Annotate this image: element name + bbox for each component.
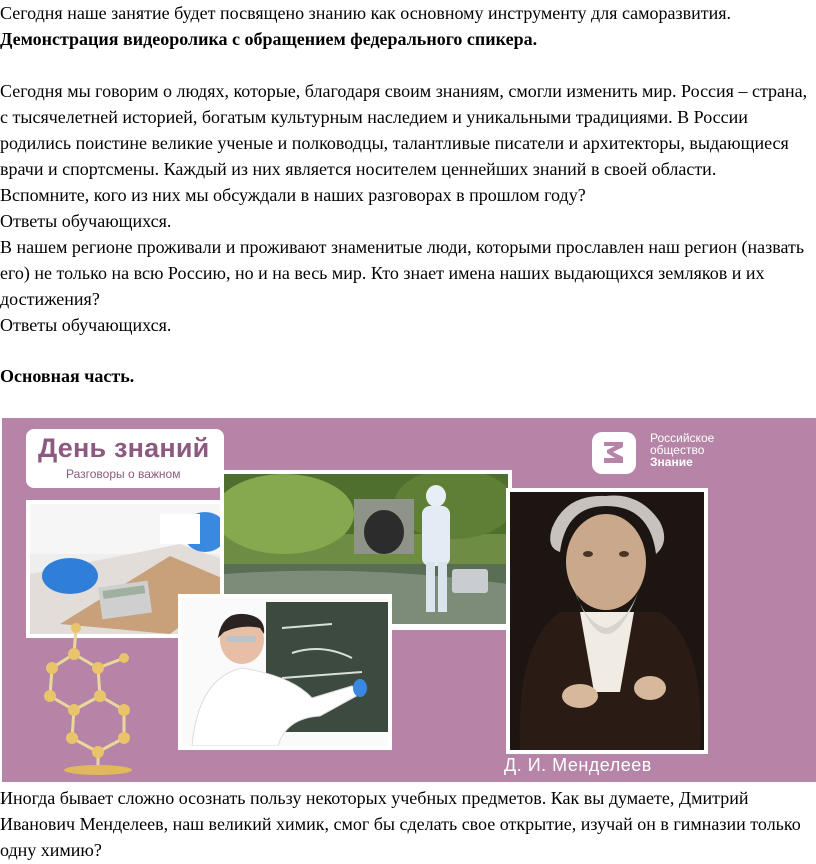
answers-line-1: Ответы обучающихся. [0, 211, 172, 231]
slide-image [2, 418, 816, 782]
answers-line-2: Ответы обучающихся. [0, 315, 172, 335]
znanie-logo-icon [590, 430, 640, 476]
molecule-model-icon [28, 618, 148, 778]
portrait-caption: Д. И. Менделеев [504, 755, 652, 775]
znanie-logo [590, 430, 740, 480]
slide-title: День знаний [38, 433, 210, 463]
photo-chalkboard-scientist [178, 594, 392, 750]
slide-subtitle: Разговоры о важном [66, 467, 181, 481]
closing-question: Иногда бывает сложно осознать пользу некоторых учебных предметов. Как вы думаете, Дмитрий Иванович Менделеев, наш великий химик, смог бы сделать свое открытие, изучай он в гимназии только одну химию? [0, 788, 801, 860]
mendeleev-portrait-illustration [510, 492, 704, 750]
region-paragraph: В нашем регионе проживали и проживают знаменитые люди, которыми прославлен наш регион (назвать его) не только на всю Россию, но и на весь мир. Кто знает имена наших выдающихся земляков и их достижения? [0, 237, 805, 309]
logo-line-2: общество [650, 443, 705, 457]
logo-line-3: Знание [650, 455, 693, 469]
main-part-heading: Основная часть. [0, 366, 135, 386]
intro-paragraph: Сегодня наше занятие будет посвящено знанию как основному инструменту для саморазвития. [0, 3, 732, 23]
photo-mendeleev-portrait [506, 488, 708, 754]
logo-text [650, 432, 714, 468]
document-body [0, 0, 816, 389]
recall-question: Вспомните, кого из них мы обсуждали в наших разговорах в прошлом году? [0, 185, 586, 205]
video-demo-heading: Демонстрация видеоролика с обращением федерального спикера. [0, 29, 538, 49]
slide-title-card [26, 429, 224, 488]
russia-paragraph: Сегодня мы говорим о людях, которые, благодаря своим знаниям, смогли изменить мир. Россия – страна, с тысячелетней историей, богатым культурным наследием и уникальными традициями. В России родились поистине великие ученые и полководцы, талантливые писатели и архитекторы, выдающиеся врачи и спортсмены. Каждый из них является носителем ценнейших знаний в своей области. [0, 81, 808, 179]
chalkboard-scientist-illustration [182, 598, 388, 746]
logo-line-1: Российское [650, 431, 715, 445]
